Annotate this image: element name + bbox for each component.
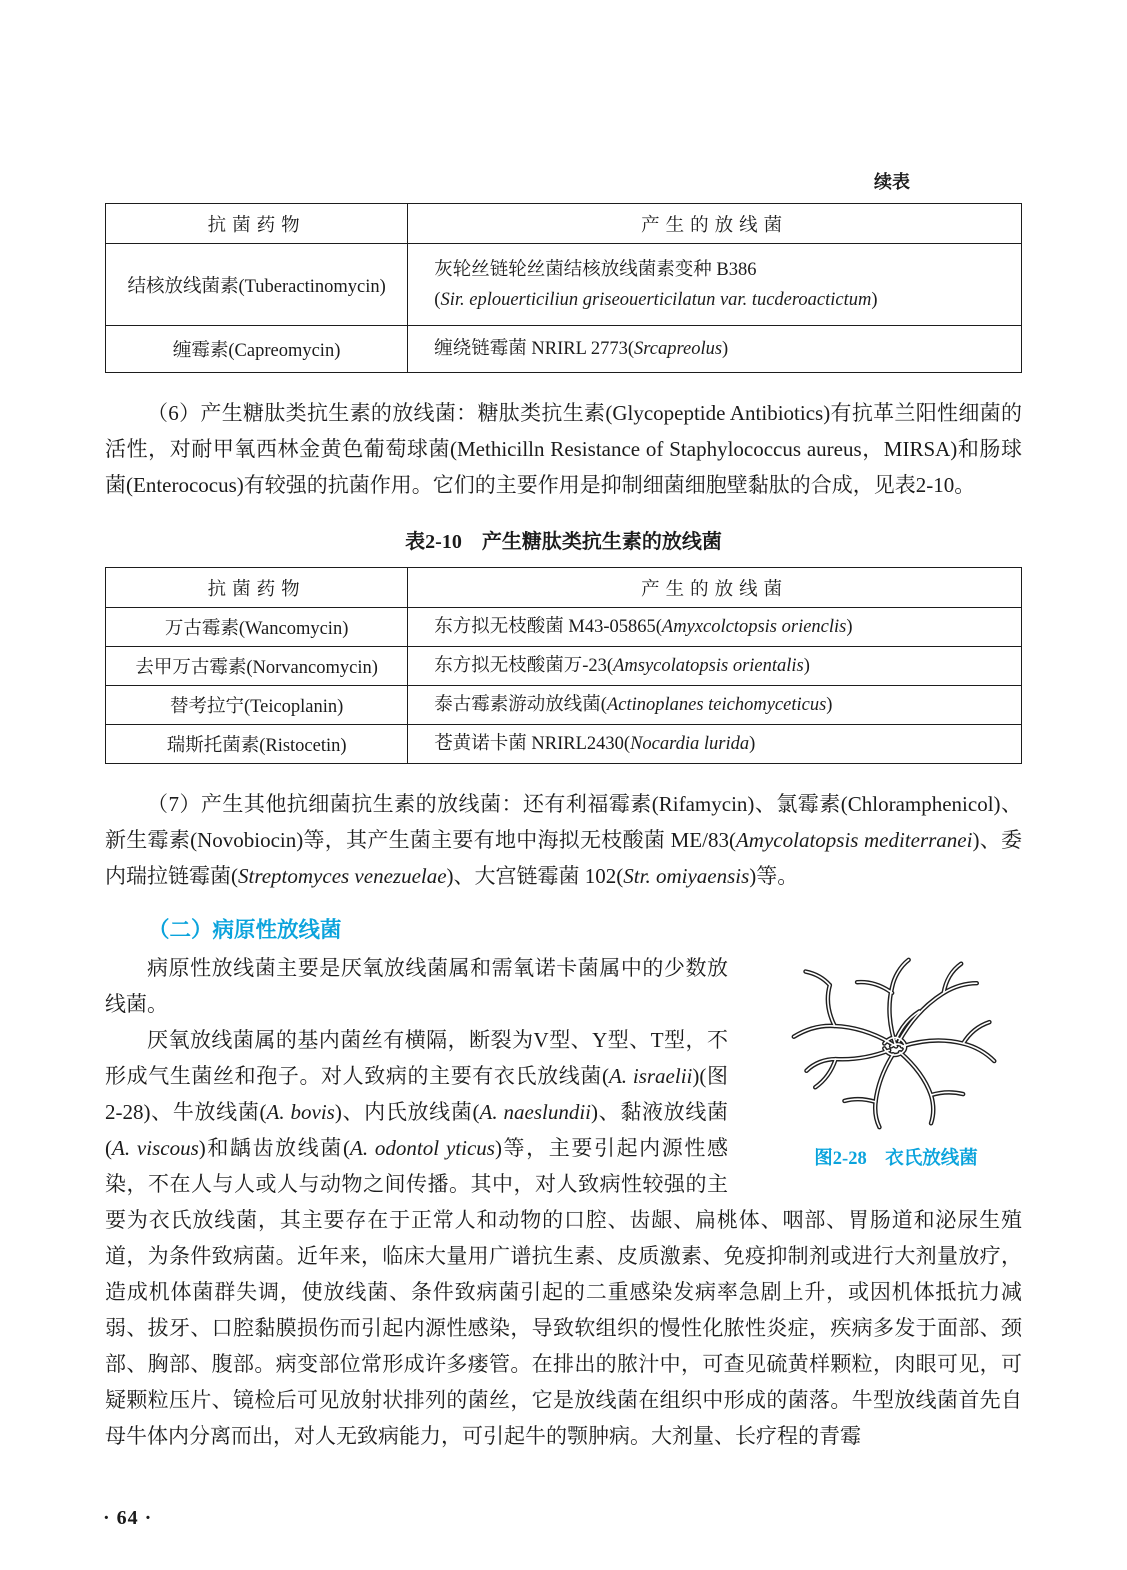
table-header-row [106,204,1022,244]
column-header-drug: 抗菌药物 [106,204,408,244]
table-row [106,725,1022,764]
producer-cell: 缠绕链霉菌 NRIRL 2773(Srcapreolus) [408,326,1022,373]
figure-2-28 [770,954,1022,1170]
paragraph-7: （7）产生其他抗细菌抗生素的放线菌：还有利福霉素(Rifamycin)、氯霉素(Chloramphenicol)、新生霉素(Novobiocin)等，其产生菌主要有地中海拟无枝酸菌 ME/83(Amycolatopsis mediterranei)、委内瑞拉链霉菌(Streptomyces venezuelae)、大宫链霉菌 102(Str. omiyaensis)等。 [105,792,1022,888]
drug-cell: 瑞斯托菌素(Ristocetin) [106,725,408,764]
paragraph-pathogenic-intro: 病原性放线菌主要是厌氧放线菌属和需氧诺卡菌属中的少数放线菌。 [105,956,728,1016]
page-number: · 64 · [103,1507,153,1529]
actinomyces-illustration [771,954,1021,1134]
continued-table-label: 续表 [874,172,910,192]
table-2-10-title: 表2-10 产生糖肽类抗生素的放线菌 [405,531,722,553]
producer-cell: 东方拟无枝酸菌万-23(Amsycolatopsis orientalis) [408,647,1022,686]
drug-cell: 替考拉宁(Teicoplanin) [106,686,408,725]
paragraph-anaerobic-actinomyces: 厌氧放线菌属的基内菌丝有横隔，断裂为V型、Y型、T型，不形成气生菌丝和孢子。对人致病的主要有衣氏放线菌(A. israelii)(图2-28)、牛放线菌(A. bovis)、内氏放线菌(A. naeslundii)、黏液放线菌(A. viscous)和龋齿放线菌(A. odontol yticus)等，主要引起内源性感染，不在人与人或人与动物之间传播。其中，对人致病性较强的主要为衣氏放线菌，其主要存在于正常人和动物的口腔、齿龈、扁桃体、咽部、胃肠道和泌尿生殖道，为条件致病菌。近年来，临床大量用广谱抗生素、皮质激素、免疫抑制剂或进行大剂量放疗，造成机体菌群失调，使放线菌、条件致病菌引起的二重感染发病率急剧上升，或因机体抵抗力减弱、拔牙、口腔黏膜损伤而引起内源性感染，导致软组织的慢性化脓性炎症，疾病多发于面部、颈部、胸部、腹部。病变部位常形成许多瘘管。在排出的脓汁中，可查见硫黄样颗粒，肉眼可见，可疑颗粒压片、镜检后可见放射状排列的菌丝，它是放线菌在组织中形成的菌落。牛型放线菌首先自母牛体内分离而出，对人无致病能力，可引起牛的颚肿病。大剂量、长疗程的青霉 [105,1028,1022,1448]
figure-caption: 图2-28 衣氏放线菌 [814,1149,978,1169]
drug-cell: 结核放线菌素(Tuberactinomycin) [106,244,408,326]
table-row [106,326,1022,373]
producer-cell: 泰古霉素游动放线菌(Actinoplanes teichomyceticus) [408,686,1022,725]
paragraph-6: （6）产生糖肽类抗生素的放线菌：糖肽类抗生素(Glycopeptide Antibiotics)有抗革兰阳性细菌的活性，对耐甲氧西林金黄色葡萄球菌(Methicilln Resistance of Staphylococcus aureus，MIRSA)和肠球菌(Enterococus)有较强的抗菌作用。它们的主要作用是抑制细菌细胞壁黏肽的合成，见表2-10。 [105,401,1022,497]
section-body [105,950,1022,1454]
column-header-drug: 抗菌药物 [106,568,408,608]
table-row [106,686,1022,725]
table-row [106,647,1022,686]
column-header-producer: 产生的放线菌 [408,568,1022,608]
drug-cell: 去甲万古霉素(Norvancomycin) [106,647,408,686]
table-row [106,608,1022,647]
glycopeptide-producer-table [105,567,1022,764]
drug-cell: 万古霉素(Wancomycin) [106,608,408,647]
drug-cell: 缠霉素(Capreomycin) [106,326,408,373]
producer-cell: 苍黄诺卡菌 NRIRL2430(Nocardia lurida) [408,725,1022,764]
table-header-row [106,568,1022,608]
producer-cell: 灰轮丝链轮丝菌结核放线菌素变种 B386 (Sir. eplouerticiliun griseouerticilatun var. tucderoactictum) [408,244,1022,326]
producer-cell: 东方拟无枝酸菌 M43-05865(Amyxcolctopsis orienclis) [408,608,1022,647]
antibiotic-table-continued [105,203,1022,373]
table-row [106,244,1022,326]
section-heading-pathogenic-actinomycetes: （二）病原性放线菌 [148,918,342,942]
column-header-producer: 产生的放线菌 [408,204,1022,244]
